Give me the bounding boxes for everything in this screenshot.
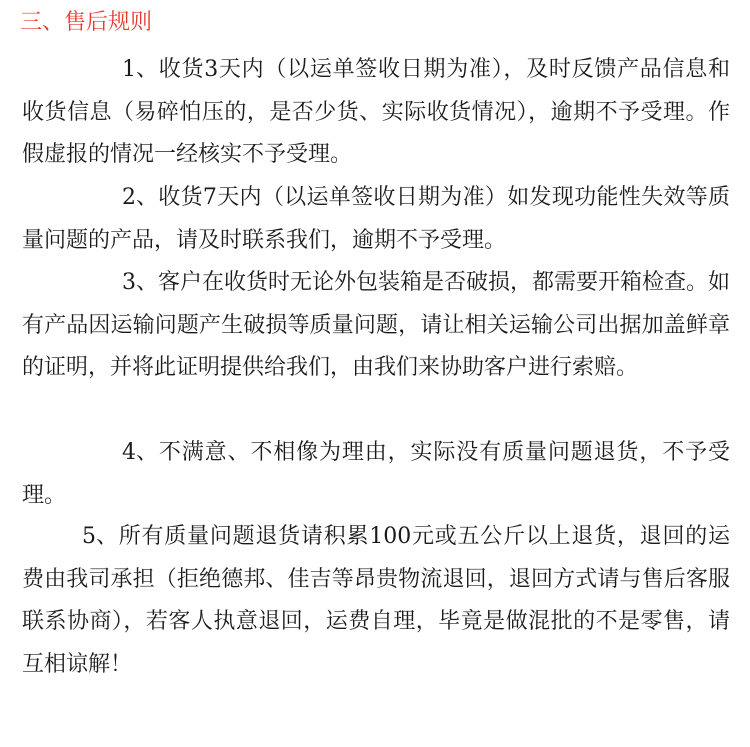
rule-item-5 (22, 516, 730, 686)
rule-text: 收货7天内（以运单签收日期为准）如发现功能性失效等质量问题的产品，请及时联系我们，逾期不予受理。 (22, 185, 730, 253)
rule-text: 客户在收货时无论外包装箱是否破损，都需要开箱检查。如有产品因运输问题产生破损等质量问题，请让相关运输公司出据加盖鲜章的证明，并将此证明提供给我们，由我们来协助客户进行索赔。 (22, 270, 731, 380)
rule-item-2 (22, 177, 730, 262)
rule-number: 5、 (82, 524, 118, 549)
section-title: 三、售后规则 (20, 10, 153, 35)
rule-number: 3、 (122, 270, 158, 295)
rule-number: 1、 (122, 57, 158, 82)
rule-item-3 (22, 262, 730, 390)
rule-item-1 (22, 49, 730, 177)
rule-number: 2、 (122, 185, 158, 210)
rule-text: 所有质量问题退货请积累100元或五公斤以上退货，退回的运费由我司承担（拒绝德邦、佳吉等昂贵物流退回，退回方式请与售后客服联系协商），若客人执意退回，运费自理，毕竟是做混批的不是零售，请互相谅解！ (22, 524, 730, 677)
rule-text: 收货3天内（以运单签收日期为准），及时反馈产品信息和收货信息（易碎怕压的，是否少货、实际收货情况），逾期不予受理。作假虚报的情况一经核实不予受理。 (22, 57, 730, 167)
rule-text: 不满意、不相像为理由，实际没有质量问题退货，不予受理。 (22, 440, 730, 508)
rule-number: 4、 (122, 440, 158, 465)
rule-item-4 (22, 432, 730, 517)
